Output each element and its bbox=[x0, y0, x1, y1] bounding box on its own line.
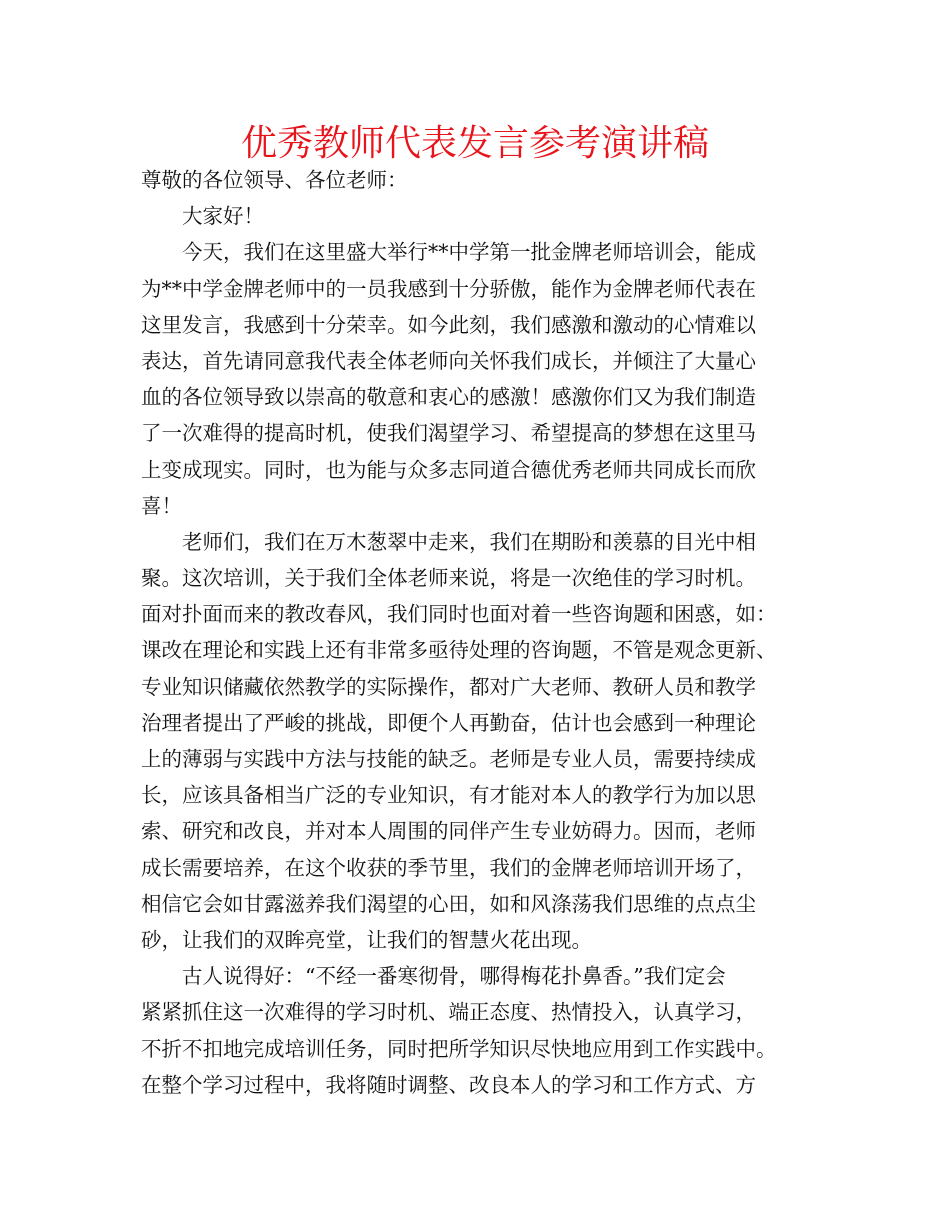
text-line: 上变成现实。同时，也为能与众多志同道合德优秀老师共同成长而欣 bbox=[141, 457, 756, 482]
text-line: 老师们，我们在万木葱翠中走来，我们在期盼和羡慕的目光中相 bbox=[182, 529, 756, 554]
text-line: 成长需要培养，在这个收获的季节里，我们的金牌老师培训开场了， bbox=[141, 855, 756, 880]
text-line: 面对扑面而来的教改春风，我们同时也面对着一些咨询题和困惑，如： bbox=[141, 602, 777, 627]
text-line: 索、研究和改良，并对本人周围的同伴产生专业妨碍力。因而，老师 bbox=[141, 819, 756, 844]
text-line: 紧紧抓住这一次难得的学习时机、端正态度、热情投入，认真学习， bbox=[141, 1000, 756, 1025]
text-line: 在整个学习过程中，我将随时调整、改良本人的学习和工作方式、方 bbox=[141, 1072, 756, 1097]
text-line: 大家好！ bbox=[182, 204, 264, 229]
text-line: 表达，首先请同意我代表全体老师向关怀我们成长，并倾注了大量心 bbox=[141, 348, 756, 373]
text-line: 尊敬的各位领导、各位老师： bbox=[141, 168, 408, 192]
text-line: 为**中学金牌老师中的一员我感到十分骄傲，能作为金牌老师代表在 bbox=[141, 276, 756, 301]
text-line: 专业知识储藏依然教学的实际操作，都对广大老师、教研人员和教学 bbox=[141, 674, 756, 699]
text-line: 古人说得好：“不经一番寒彻骨，哪得梅花扑鼻香。”我们定会 bbox=[182, 964, 726, 989]
text-line: 长，应该具备相当广泛的专业知识，有才能对本人的教学行为加以思 bbox=[141, 783, 756, 808]
text-line: 课改在理论和实践上还有非常多亟待处理的咨询题，不管是观念更新、 bbox=[141, 638, 777, 663]
text-line: 喜！ bbox=[141, 493, 182, 518]
text-line: 这里发言，我感到十分荣幸。如今此刻，我们感激和激动的心情难以 bbox=[141, 312, 756, 337]
text-line: 砂，让我们的双眸亮堂，让我们的智慧火花出现。 bbox=[141, 927, 592, 952]
text-line: 了一次难得的提高时机，使我们渴望学习、希望提高的梦想在这里马 bbox=[141, 421, 756, 446]
text-line: 治理者提出了严峻的挑战，即便个人再勤奋，估计也会感到一种理论 bbox=[141, 710, 756, 735]
text-line: 今天，我们在这里盛大举行**中学第一批金牌老师培训会，能成 bbox=[182, 240, 756, 265]
document-title: 优秀教师代表发言参考演讲稿 bbox=[240, 123, 709, 164]
text-line: 血的各位领导致以崇高的敬意和衷心的感激！感激你们又为我们制造 bbox=[141, 385, 756, 410]
text-line: 相信它会如甘露滋养我们渴望的心田，如和风涤荡我们思维的点点尘 bbox=[141, 891, 756, 916]
text-line: 上的薄弱与实践中方法与技能的缺乏。老师是专业人员，需要持续成 bbox=[141, 747, 756, 771]
text-line: 聚。这次培训，关于我们全体老师来说，将是一次绝佳的学习时机。 bbox=[141, 566, 756, 591]
document-body bbox=[141, 162, 833, 1103]
text-line: 不折不扣地完成培训任务，同时把所学知识尽快地应用到工作实践中。 bbox=[141, 1036, 777, 1061]
